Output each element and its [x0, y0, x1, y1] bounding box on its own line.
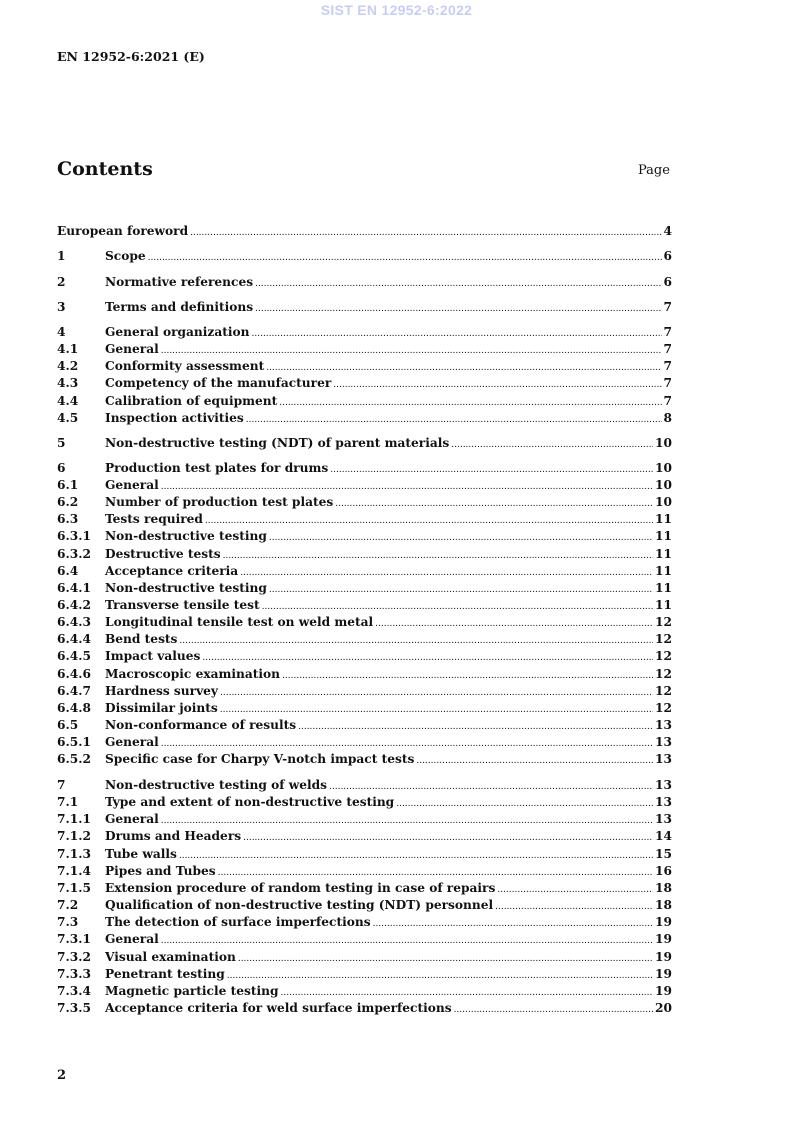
toc-entry-page: 10	[655, 495, 672, 509]
toc-entry-title: Extension procedure of random testing in case of repairs	[105, 881, 496, 895]
toc-entry-number: 7.1.1	[57, 812, 91, 826]
toc-entry[interactable]	[57, 700, 672, 717]
page-title: Contents	[57, 158, 153, 180]
toc-entry-page: 7	[663, 394, 672, 408]
toc-entry-number: 7	[57, 778, 66, 792]
toc-entry-title: Tests required	[105, 512, 203, 526]
toc-entry[interactable]	[57, 299, 672, 316]
toc-entry-title: Non-destructive testing of welds	[105, 778, 327, 792]
toc-entry-title: Non-destructive testing	[105, 581, 267, 595]
toc-dot-leader	[202, 650, 653, 667]
toc-entry-title: Competency of the manufacturer	[105, 376, 332, 390]
toc-entry-number: 6.4.8	[57, 701, 91, 715]
toc-entry[interactable]	[57, 914, 672, 931]
toc-entry-page: 12	[655, 615, 672, 629]
toc-entry-page: 19	[655, 915, 672, 929]
toc-entry-number: 7.3.1	[57, 932, 91, 946]
toc-entry-number: 7.3.3	[57, 967, 91, 981]
toc-entry-page: 11	[655, 581, 672, 595]
toc-entry-page: 7	[663, 342, 672, 356]
toc-entry-page: 11	[655, 598, 672, 612]
toc-entry[interactable]	[57, 648, 672, 665]
toc-entry[interactable]	[57, 324, 672, 341]
toc-entry-title: Qualification of non-destructive testing (NDT) personnel	[105, 898, 494, 912]
toc-entry-page: 13	[655, 778, 672, 792]
toc-entry[interactable]	[57, 546, 672, 563]
toc-entry[interactable]	[57, 1000, 672, 1017]
page-number: 2	[57, 1068, 67, 1083]
toc-entry[interactable]	[57, 597, 672, 614]
toc-entry-title: Specific case for Charpy V-notch impact tests	[105, 752, 415, 766]
toc-entry[interactable]	[57, 897, 672, 914]
toc-dot-leader	[243, 830, 653, 847]
toc-dot-leader	[161, 933, 653, 950]
toc-entry-title: Bend tests	[105, 632, 178, 646]
toc-entry-title: Acceptance criteria for weld surface imperfections	[105, 1001, 452, 1015]
toc-entry-number: 7.1.5	[57, 881, 91, 895]
toc-entry-number: 4.5	[57, 411, 79, 425]
toc-entry-number: 7.1.3	[57, 847, 91, 861]
toc-entry-number: 6.5	[57, 718, 79, 732]
toc-entry-number: 2	[57, 275, 66, 289]
toc-entry-title: Normative references	[105, 275, 254, 289]
toc-dot-leader	[451, 437, 653, 454]
toc-entry-number: 6.2	[57, 495, 79, 509]
toc-entry-number: 6.4.2	[57, 598, 91, 612]
toc-entry[interactable]	[57, 931, 672, 948]
toc-entry-page: 14	[655, 829, 672, 843]
toc-entry-number: 6.1	[57, 478, 79, 492]
toc-dot-leader	[454, 1002, 653, 1019]
toc-entry-page: 12	[655, 632, 672, 646]
toc-entry-page: 11	[655, 529, 672, 543]
toc-entry[interactable]	[57, 863, 672, 880]
toc-entry-number: 7.1.2	[57, 829, 91, 843]
toc-entry-page: 18	[655, 898, 672, 912]
toc-entry-number: 4.2	[57, 359, 79, 373]
toc-entry-number: 5	[57, 436, 66, 450]
toc-entry[interactable]	[57, 777, 672, 794]
toc-entry-page: 12	[655, 701, 672, 715]
toc-entry[interactable]	[57, 528, 672, 545]
toc-entry-title: Penetrant testing	[105, 967, 225, 981]
toc-entry-number: 7.1.4	[57, 864, 91, 878]
toc-entry-page: 15	[655, 847, 672, 861]
toc-entry-title: Macroscopic examination	[105, 667, 281, 681]
toc-entry-title: Transverse tensile test	[105, 598, 260, 612]
toc-dot-leader	[255, 276, 661, 293]
toc-entry-number: 7.3	[57, 915, 79, 929]
toc-entry-number: 3	[57, 300, 66, 314]
toc-entry-title: Pipes and Tubes	[105, 864, 216, 878]
toc-entry-page: 6	[663, 249, 672, 263]
toc-entry[interactable]	[57, 460, 672, 477]
toc-entry[interactable]	[57, 435, 672, 452]
toc-entry-page: 16	[655, 864, 672, 878]
toc-entry-page: 19	[655, 967, 672, 981]
toc-entry-number: 6.4.4	[57, 632, 91, 646]
toc-entry-title: Type and extent of non-destructive testing	[105, 795, 395, 809]
toc-entry-title: General	[105, 735, 159, 749]
toc-entry[interactable]	[57, 223, 672, 240]
toc-entry-title: Conformity assessment	[105, 359, 265, 373]
toc-entry-page: 10	[655, 436, 672, 450]
toc-entry-number: 7.3.4	[57, 984, 91, 998]
toc-entry-page: 10	[655, 478, 672, 492]
toc-entry[interactable]	[57, 393, 672, 410]
toc-entry-number: 7.3.2	[57, 950, 91, 964]
toc-entry-page: 13	[655, 735, 672, 749]
watermark-text: SIST EN 12952-6:2022	[320, 2, 473, 18]
toc-entry-number: 6.3	[57, 512, 79, 526]
toc-dot-leader	[190, 225, 661, 242]
toc-entry-title: Number of production test plates	[105, 495, 334, 509]
toc-entry-title: General	[105, 478, 159, 492]
toc-entry-number: 6.4.3	[57, 615, 91, 629]
toc-dot-leader	[416, 753, 653, 770]
toc-entry-title: General organization	[105, 325, 250, 339]
toc-entry-number: 4.1	[57, 342, 79, 356]
toc-entry-page: 19	[655, 932, 672, 946]
toc-entry[interactable]	[57, 631, 672, 648]
toc-entry-page: 12	[655, 649, 672, 663]
toc-entry-page: 4	[663, 224, 672, 238]
toc-dot-leader	[333, 377, 661, 394]
toc-entry-title: The detection of surface imperfections	[105, 915, 371, 929]
toc-entry[interactable]	[57, 580, 672, 597]
toc-entry-number: 6.4.1	[57, 581, 91, 595]
toc-entry-page: 13	[655, 812, 672, 826]
toc-entry-page: 10	[655, 461, 672, 475]
toc-entry[interactable]	[57, 846, 672, 863]
toc-entry[interactable]	[57, 811, 672, 828]
toc-entry-title: Production test plates for drums	[105, 461, 329, 475]
toc-entry-page: 11	[655, 547, 672, 561]
toc-entry[interactable]	[57, 880, 672, 897]
toc-entry-page: 7	[663, 359, 672, 373]
toc-entry-number: 7.2	[57, 898, 79, 912]
toc-entry[interactable]	[57, 563, 672, 580]
toc-entry[interactable]	[57, 341, 672, 358]
toc-dot-leader	[148, 250, 662, 267]
page-column-label: Page	[638, 163, 670, 178]
toc-entry-number: 6.4.5	[57, 649, 91, 663]
document-id: EN 12952-6:2021 (E)	[57, 49, 205, 64]
toc-entry-title: Terms and definitions	[105, 300, 254, 314]
toc-entry-page: 12	[655, 667, 672, 681]
toc-entry-page: 8	[663, 411, 672, 425]
toc-entry-title: Non-destructive testing	[105, 529, 267, 543]
toc-entry[interactable]	[57, 511, 672, 528]
toc-dot-leader	[269, 530, 653, 547]
toc-entry-number: 4.4	[57, 394, 79, 408]
toc-entry[interactable]	[57, 375, 672, 392]
toc-entry-page: 13	[655, 752, 672, 766]
toc-entry-number: 4	[57, 325, 66, 339]
toc-entry-title: Calibration of equipment	[105, 394, 278, 408]
toc-entry-title: Dissimilar joints	[105, 701, 218, 715]
toc-entry-number: 1	[57, 249, 66, 263]
toc-entry-title: Longitudinal tensile test on weld metal	[105, 615, 374, 629]
toc-entry-title: Acceptance criteria	[105, 564, 239, 578]
toc-entry-page: 7	[663, 325, 672, 339]
toc-entry-title: General	[105, 342, 159, 356]
toc-entry-page: 7	[663, 376, 672, 390]
toc-entry[interactable]	[57, 248, 672, 265]
toc-entry-title: General	[105, 812, 159, 826]
toc-entry-title: Scope	[105, 249, 146, 263]
toc-entry-title: Inspection activities	[105, 411, 244, 425]
toc-entry-page: 13	[655, 718, 672, 732]
toc-entry[interactable]	[57, 949, 672, 966]
toc-entry-title: Tube walls	[105, 847, 177, 861]
toc-entry-number: 6	[57, 461, 66, 475]
toc-dot-leader	[246, 412, 662, 429]
toc-entry-title: Non-destructive testing (NDT) of parent materials	[105, 436, 450, 450]
toc-entry[interactable]	[57, 983, 672, 1000]
toc-entry-page: 18	[655, 881, 672, 895]
toc-entry-number: 6.3.1	[57, 529, 91, 543]
toc-entry[interactable]	[57, 751, 672, 768]
toc-entry[interactable]	[57, 794, 672, 811]
toc-entry[interactable]	[57, 683, 672, 700]
toc-entry-number: 6.5.1	[57, 735, 91, 749]
toc-entry[interactable]	[57, 358, 672, 375]
toc-entry-number: 6.4.7	[57, 684, 91, 698]
toc-entry-number: 6.4.6	[57, 667, 91, 681]
toc-entry-number: 7.1	[57, 795, 79, 809]
toc-entry-page: 19	[655, 950, 672, 964]
toc-entry[interactable]	[57, 717, 672, 734]
toc-entry-page: 19	[655, 984, 672, 998]
toc-entry[interactable]	[57, 828, 672, 845]
toc-entry-page: 12	[655, 684, 672, 698]
toc-entry[interactable]	[57, 410, 672, 427]
toc-entry[interactable]	[57, 494, 672, 511]
toc-entry-title: Drums and Headers	[105, 829, 242, 843]
toc-entry-number: 4.3	[57, 376, 79, 390]
toc-entry[interactable]	[57, 666, 672, 683]
toc-entry-number: 7.3.5	[57, 1001, 91, 1015]
toc-entry-title: Hardness survey	[105, 684, 218, 698]
toc-entry[interactable]	[57, 614, 672, 631]
toc-entry-title: European foreword	[57, 224, 189, 238]
toc-entry-page: 6	[663, 275, 672, 289]
toc-entry-title: General	[105, 932, 159, 946]
toc-entry-page: 11	[655, 512, 672, 526]
toc-entry-title: Impact values	[105, 649, 201, 663]
toc-entry[interactable]	[57, 734, 672, 751]
toc-entry-number: 6.3.2	[57, 547, 91, 561]
toc-entry[interactable]	[57, 966, 672, 983]
toc-entry-page: 13	[655, 795, 672, 809]
toc-dot-leader	[255, 301, 661, 318]
toc-entry-page: 7	[663, 300, 672, 314]
toc-entry-number: 6.5.2	[57, 752, 91, 766]
toc-entry-number: 6.4	[57, 564, 79, 578]
toc-entry-title: Non-conformance of results	[105, 718, 297, 732]
toc-entry[interactable]	[57, 477, 672, 494]
toc-entry-page: 20	[655, 1001, 672, 1015]
toc-entry[interactable]	[57, 274, 672, 291]
toc-entry-title: Visual examination	[105, 950, 236, 964]
toc-entry-title: Magnetic particle testing	[105, 984, 279, 998]
toc-entry-page: 11	[655, 564, 672, 578]
toc-entry-title: Destructive tests	[105, 547, 221, 561]
